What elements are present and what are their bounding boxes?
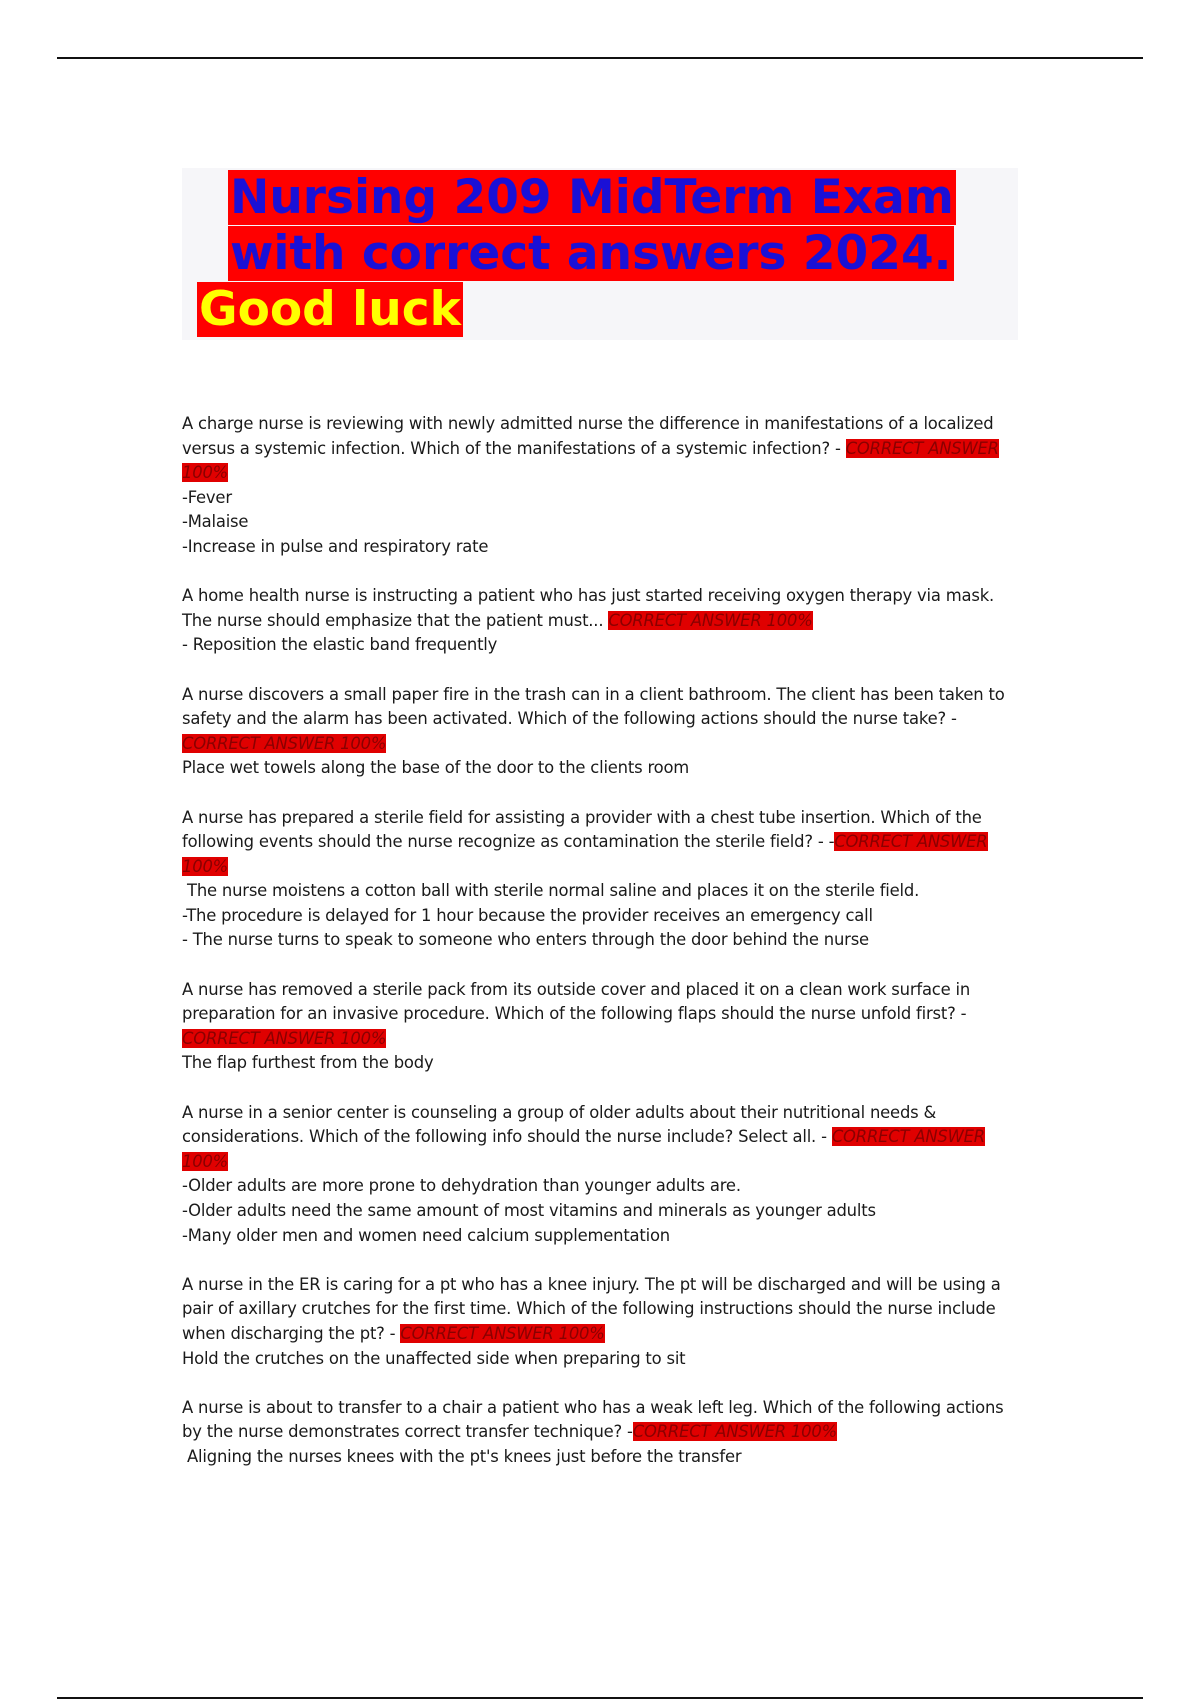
answer-line: -Older adults are more prone to dehydration than younger adults are. (182, 1176, 741, 1196)
correct-answer-tag: CORRECT ANSWER 100% (182, 733, 387, 753)
title-line-2: with correct answers 2024. (230, 226, 952, 281)
correct-answer-tag: CORRECT ANSWER 100% (182, 1028, 387, 1048)
question-block (182, 412, 1022, 560)
top-rule (57, 57, 1143, 59)
correct-answer-tag: CORRECT ANSWER 100% (182, 832, 988, 876)
answer-line: Place wet towels along the base of the door to the clients room (182, 758, 690, 778)
question-stem: A nurse is about to transfer to a chair a patient who has a weak left leg. Which of the following actions by the nurse demonstrates correct transfer technique? - (182, 1397, 1004, 1442)
question-text (182, 1273, 1022, 1347)
question-text (182, 1396, 1022, 1445)
answer-line: - The nurse turns to speak to someone who enters through the door behind the nurse (182, 930, 869, 950)
question-stem: A nurse discovers a small paper fire in the trash can in a client bathroom. The client has been taken to safety and the alarm has been activated. Which of the following actions should the nurse take? - (182, 684, 1005, 729)
question-stem: A charge nurse is reviewing with newly admitted nurse the difference in manifestations of a localized versus a systemic infection. Which of the manifestations of a systemic infection? - (182, 414, 994, 458)
correct-answer-tag: CORRECT ANSWER 100% (182, 1127, 985, 1171)
answer-line: -Older adults need the same amount of most vitamins and minerals as younger adults (182, 1201, 876, 1220)
question-block (182, 806, 1022, 954)
answer-line: -Fever (182, 487, 232, 507)
question-stem: A nurse in the ER is caring for a pt who has a knee injury. The pt will be discharged and will be using a pair of axillary crutches for the first time. Which of the following instructions should the nurse include when discharging the pt? - (182, 1274, 1001, 1343)
title-line-1: Nursing 209 MidTerm Exam (230, 170, 954, 225)
question-stem: A nurse has removed a sterile pack from its outside cover and placed it on a clean work surface in preparation for an invasive procedure. Which of the following flaps should the nurse unfold first? - (182, 979, 971, 1024)
answer-line: -Malaise (182, 512, 249, 532)
question-text (182, 1101, 1022, 1175)
answer-line: Aligning the nurses knees with the pt's knees just before the transfer (182, 1446, 742, 1466)
title-line-3: Good luck (199, 282, 461, 337)
bottom-rule (57, 1697, 1143, 1699)
answer-line: The flap furthest from the body (182, 1053, 434, 1073)
question-block (182, 683, 1022, 781)
answer-line: - Reposition the elastic band frequently (182, 635, 498, 655)
answer-line: -Increase in pulse and respiratory rate (182, 536, 489, 556)
question-text (182, 806, 1022, 880)
question-block (182, 1101, 1022, 1249)
question-block (182, 1273, 1022, 1371)
correct-answer-tag: CORRECT ANSWER 100% (182, 438, 999, 483)
question-text (182, 683, 1022, 757)
answer-line: The nurse moistens a cotton ball with sterile normal saline and places it on the sterile field. (182, 881, 920, 901)
answer-line: -Many older men and women need calcium supplementation (182, 1225, 670, 1245)
answer-line: Hold the crutches on the unaffected side when preparing to sit (182, 1348, 686, 1368)
correct-answer-tag: CORRECT ANSWER 100% (400, 1323, 605, 1343)
correct-answer-tag: CORRECT ANSWER 100% (608, 610, 813, 630)
question-text (182, 978, 1022, 1052)
question-block (182, 1396, 1022, 1470)
answer-line: -The procedure is delayed for 1 hour because the provider receives an emergency call (182, 905, 873, 925)
question-block (182, 978, 1022, 1076)
question-text (182, 584, 1022, 633)
question-stem: A nurse in a senior center is counseling a group of older adults about their nutritional needs & considerations. Which of the following info should the nurse include? Select all. - (182, 1102, 937, 1147)
question-stem: A nurse has prepared a sterile field for assisting a provider with a chest tube insertion. Which of the following events should the nurse recognize as contamination the sterile field? - - (182, 807, 982, 852)
correct-answer-tag: CORRECT ANSWER 100% (632, 1422, 837, 1442)
question-stem: A home health nurse is instructing a patient who has just started receiving oxygen therapy via mask. The nurse should emphasize that the patient must... (182, 586, 995, 630)
question-list (182, 412, 1022, 1494)
question-block (182, 584, 1022, 658)
question-text (182, 412, 1022, 486)
